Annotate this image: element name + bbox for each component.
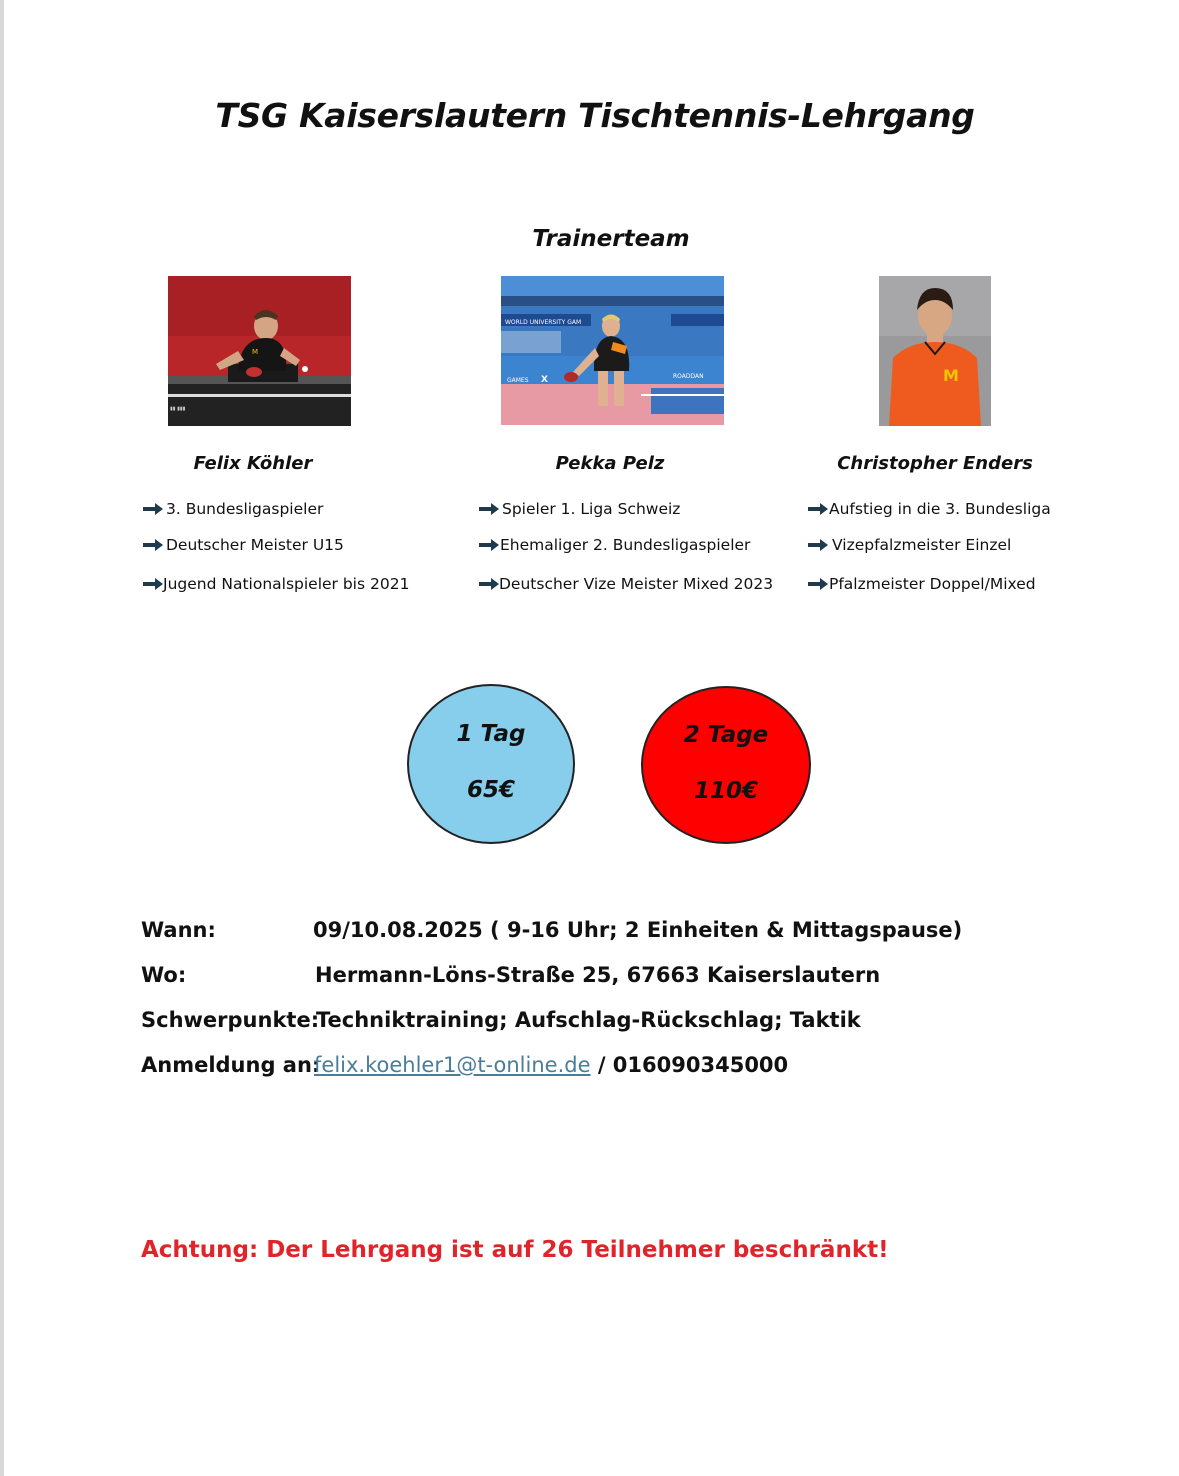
price-circle-1-day xyxy=(407,684,575,844)
signup-value xyxy=(314,1053,788,1077)
section-heading-trainerteam: Trainerteam xyxy=(532,226,690,252)
bullet-text: Deutscher Meister U15 xyxy=(166,536,344,554)
bullet-felix-3 xyxy=(143,575,409,593)
when-value: 09/10.08.2025 ( 9-16 Uhr; 2 Einheiten & Mittagspause) xyxy=(313,918,963,942)
bullet-text: Spieler 1. Liga Schweiz xyxy=(502,500,681,518)
bullet-text: Jugend Nationalspieler bis 2021 xyxy=(163,575,410,593)
arrow-right-icon xyxy=(808,539,828,551)
arrow-right-icon xyxy=(143,503,163,515)
where-label: Wo: xyxy=(141,963,187,987)
trainer-photo-felix xyxy=(168,276,351,426)
arrow-right-icon xyxy=(479,503,499,515)
bullet-text: Pfalzmeister Doppel/Mixed xyxy=(829,575,1036,593)
price-label: 1 Tag xyxy=(456,721,526,747)
bullet-text: Deutscher Vize Meister Mixed 2023 xyxy=(499,575,774,593)
bullet-felix-2 xyxy=(143,536,344,554)
capacity-warning: Achtung: Der Lehrgang ist auf 26 Teilnehmer beschränkt! xyxy=(141,1237,889,1263)
arrow-right-icon xyxy=(808,503,828,515)
price-value: 110€ xyxy=(693,778,758,804)
price-circle-2-days xyxy=(641,686,811,844)
where-value: Hermann-Löns-Straße 25, 67663 Kaiserslautern xyxy=(315,963,881,987)
price-value: 65€ xyxy=(466,777,515,803)
bullet-text: Vizepfalzmeister Einzel xyxy=(832,536,1012,554)
bullet-pekka-2 xyxy=(479,536,750,554)
arrow-right-icon xyxy=(479,539,499,551)
signup-label: Anmeldung an: xyxy=(141,1053,321,1077)
signup-phone: / 016090345000 xyxy=(590,1053,789,1077)
bullet-christopher-3 xyxy=(808,575,1036,593)
bullet-pekka-3 xyxy=(479,575,773,593)
arrow-right-icon xyxy=(143,539,163,551)
when-label: Wann: xyxy=(141,918,216,942)
svg-text:WORLD UNIVERSITY GAM: WORLD UNIVERSITY GAM xyxy=(505,319,582,326)
arrow-right-icon xyxy=(143,578,163,590)
bullet-christopher-1 xyxy=(808,500,1051,518)
svg-text:X: X xyxy=(541,375,548,385)
bullet-christopher-2 xyxy=(808,536,1011,554)
trainer-name-christopher: Christopher Enders xyxy=(837,453,1033,474)
svg-text:M: M xyxy=(252,348,259,356)
bullet-text: Aufstieg in die 3. Bundesliga xyxy=(829,500,1051,518)
trainer-photo-christopher xyxy=(879,276,991,426)
bullet-text: Ehemaliger 2. Bundesligaspieler xyxy=(500,536,751,554)
svg-text:▮▮ ▮▮▮: ▮▮ ▮▮▮ xyxy=(170,406,186,412)
focus-value: Techniktraining; Aufschlag-Rückschlag; Taktik xyxy=(316,1008,861,1032)
svg-text:M: M xyxy=(943,366,959,385)
bullet-text: 3. Bundesligaspieler xyxy=(166,500,324,518)
price-label: 2 Tage xyxy=(683,722,769,748)
focus-label: Schwerpunkte: xyxy=(141,1008,320,1032)
page-title: TSG Kaiserslautern Tischtennis-Lehrgang xyxy=(215,96,975,135)
trainer-name-felix: Felix Köhler xyxy=(193,453,313,474)
signup-email-link[interactable]: felix.koehler1@t-online.de xyxy=(314,1053,591,1077)
arrow-right-icon xyxy=(479,578,499,590)
trainer-name-pekka: Pekka Pelz xyxy=(555,453,665,474)
svg-text:ROADDAN: ROADDAN xyxy=(673,373,704,380)
bullet-pekka-1 xyxy=(479,500,680,518)
page-border xyxy=(0,0,4,1476)
trainer-photo-pekka xyxy=(501,276,724,425)
svg-text:GAMES: GAMES xyxy=(507,377,529,384)
arrow-right-icon xyxy=(808,578,828,590)
bullet-felix-1 xyxy=(143,500,323,518)
